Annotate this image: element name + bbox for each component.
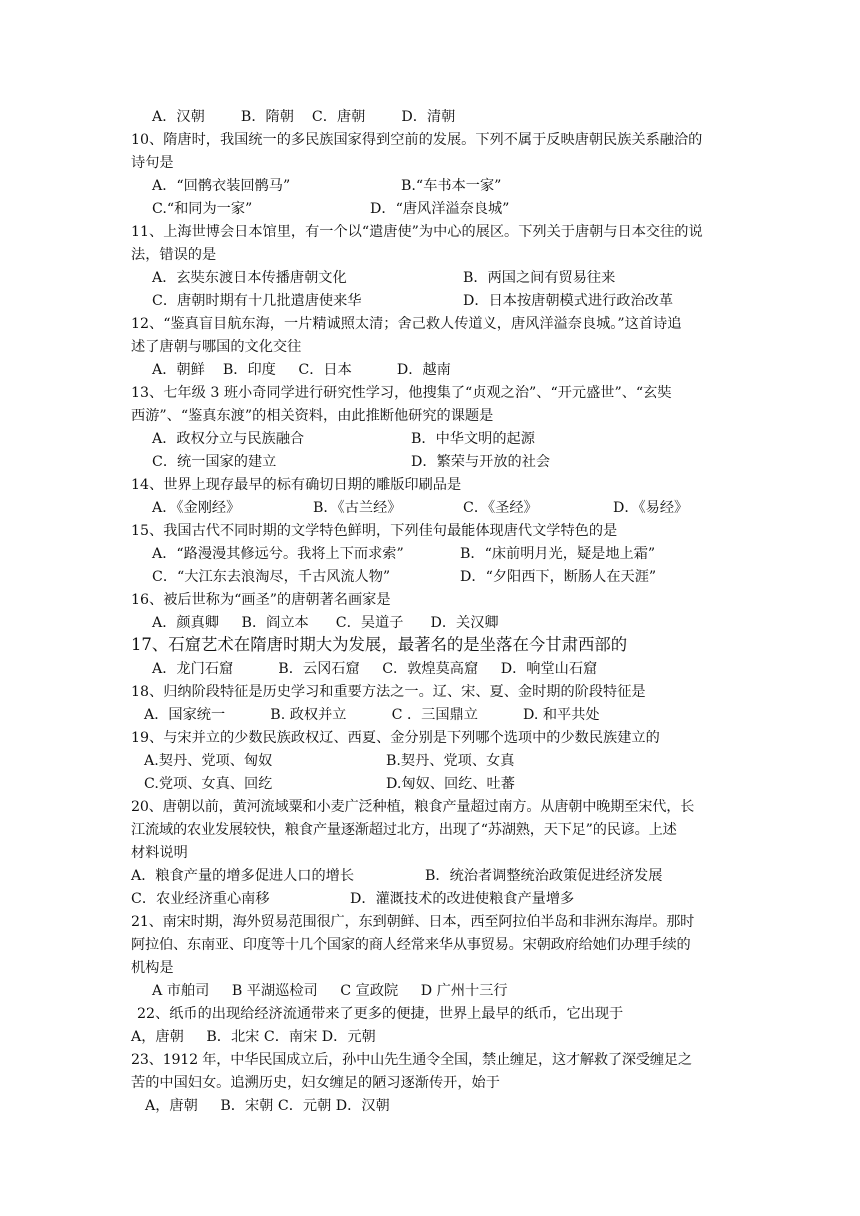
q22-stem: 22、纸币的出现给经济流通带来了更多的便捷，世界上最早的纸币，它出现于 bbox=[137, 1006, 624, 1022]
q9-options: A．汉朝 B．隋朝 C．唐朝 D．清朝 bbox=[152, 109, 456, 125]
q15-option-b: B．“床前明月光，疑是地上霜” bbox=[460, 546, 656, 562]
q16-options: A．颜真卿 B．阎立本 C．吴道子 D．关汉卿 bbox=[152, 615, 499, 631]
q14-option-c: C．《圣经》 bbox=[463, 500, 538, 516]
q21-stem-line-3: 机构是 bbox=[131, 960, 174, 976]
q11-stem-line-1: 11、上海世博会日本馆里，有一个以“遣唐使”为中心的展区。下列关于唐朝与日本交往的说 bbox=[131, 224, 703, 240]
q19-option-d: D.匈奴、回纥、吐蕃 bbox=[386, 776, 515, 792]
q10-stem-line-1: 10、隋唐时，我国统一的多民族国家得到空前的发展。下列不属于反映唐朝民族关系融洽的 bbox=[131, 132, 703, 148]
q14-option-a: A．《金刚经》 bbox=[152, 500, 241, 516]
q14-stem: 14、世界上现存最早的标有确切日期的雕版印刷品是 bbox=[131, 477, 462, 493]
q11-stem-line-2: 法，错误的是 bbox=[131, 247, 217, 263]
q13-option-c: C．统一国家的建立 bbox=[152, 454, 277, 470]
q12-stem-line-1: 12、“鉴真盲目航东海，一片精诚照太清；舍己救人传道义，唐风洋溢奈良城。”这首诗追 bbox=[131, 316, 682, 332]
q13-option-a: A．政权分立与民族融合 bbox=[152, 431, 305, 447]
q15-option-d: D．“夕阳西下，断肠人在天涯” bbox=[460, 569, 657, 585]
q13-stem-line-2: 西游”、“鉴真东渡”的相关资料，由此推断他研究的课题是 bbox=[131, 408, 494, 424]
q11-option-b: B．两国之间有贸易往来 bbox=[463, 270, 616, 286]
q20-stem-line-2: 江流域的农业发展较快，粮食产量逐渐超过北方，出现了“苏湖熟，天下足”的民谚。上述 bbox=[131, 822, 677, 838]
q14-option-b: B．《古兰经》 bbox=[313, 500, 402, 516]
q10-option-b: B.“车书本一家” bbox=[401, 178, 502, 194]
q19-option-a: A.契丹、党项、匈奴 bbox=[144, 753, 273, 769]
q19-option-c: C.党项、女真、回纥 bbox=[144, 776, 273, 792]
q23-stem-line-1: 23、1912 年，中华民国成立后，孙中山先生通令全国，禁止缠足，这才解救了深受缠足之 bbox=[131, 1052, 692, 1068]
q21-stem-line-2: 阿拉伯、东南亚、印度等十几个国家的商人经常来华从事贸易。宋朝政府给她们办理手续的 bbox=[131, 937, 691, 953]
q10-option-a: A．“回鹘衣装回鹘马” bbox=[152, 178, 291, 194]
q17-options: A．龙门石窟 B．云冈石窟 C．敦煌莫高窟 D．响堂山石窟 bbox=[152, 661, 598, 677]
q13-option-b: B．中华文明的起源 bbox=[411, 431, 535, 447]
q12-options: A．朝鲜 B．印度 C．日本 D．越南 bbox=[152, 362, 451, 378]
q20-option-d: D．灌溉技术的改进使粮食产量增多 bbox=[350, 891, 575, 907]
q11-option-c: C．唐朝时期有十几批遣唐使来华 bbox=[152, 293, 362, 309]
q22-options: A，唐朝 B．北宋 C．南宋 D．元朝 bbox=[131, 1029, 376, 1045]
q23-stem-line-2: 苦的中国妇女。追溯历史，妇女缠足的陋习逐渐传开，始于 bbox=[131, 1075, 500, 1091]
q10-option-d: D．“唐风洋溢奈良城” bbox=[370, 201, 510, 217]
q15-option-a: A．“路漫漫其修远兮。我将上下而求索” bbox=[152, 546, 404, 562]
q17-stem: 17、石窟艺术在隋唐时期大为发展，最著名的是坐落在今甘肃西部的 bbox=[131, 635, 628, 654]
q13-option-d: D．繁荣与开放的社会 bbox=[411, 454, 551, 470]
q12-stem-line-2: 述了唐朝与哪国的文化交往 bbox=[131, 339, 302, 355]
q10-stem-line-2: 诗句是 bbox=[131, 155, 174, 171]
q20-stem-line-3: 材料说明 bbox=[131, 845, 188, 861]
q10-option-c: C.“和同为一家” bbox=[152, 201, 253, 217]
q21-stem-line-1: 21、南宋时期，海外贸易范围很广，东到朝鲜、日本，西至阿拉伯半岛和非洲东海岸。那时 bbox=[131, 914, 695, 930]
q18-options: A．国家统一 B. 政权并立 C ．三国鼎立 D. 和平共处 bbox=[144, 707, 600, 723]
q19-stem: 19、与宋并立的少数民族政权辽、西夏、金分别是下列哪个选项中的少数民族建立的 bbox=[131, 730, 660, 746]
q20-stem-line-1: 20、唐朝以前，黄河流域粟和小麦广泛种植，粮食产量超过南方。从唐朝中晚期至宋代，长 bbox=[131, 799, 695, 815]
q20-option-c: C．农业经济重心南移 bbox=[131, 891, 270, 907]
q11-option-d: D．日本按唐朝模式进行政治改革 bbox=[463, 293, 674, 309]
q19-option-b: B.契丹、党项、女真 bbox=[386, 753, 515, 769]
q13-stem-line-1: 13、七年级 3 班小奇同学进行研究性学习，他搜集了“贞观之治”、“开元盛世”、“玄奘 bbox=[131, 385, 672, 401]
q14-option-d: D．《易经》 bbox=[613, 500, 689, 516]
q16-stem: 16、被后世称为“画圣”的唐朝著名画家是 bbox=[131, 592, 391, 608]
q20-option-b: B．统治者调整统治政策促进经济发展 bbox=[425, 868, 663, 884]
q20-option-a: A．粮食产量的增多促进人口的增长 bbox=[131, 868, 355, 884]
q23-options: A，唐朝 B．宋朝 C．元朝 D．汉朝 bbox=[145, 1098, 390, 1114]
q15-stem: 15、我国古代不同时期的文学特色鲜明，下列佳句最能体现唐代文学特色的是 bbox=[131, 523, 618, 539]
q21-options: A 市舶司 B 平湖巡检司 C 宣政院 D 广州十三行 bbox=[152, 983, 508, 999]
q15-option-c: C．“大江东去浪淘尽，千古风流人物” bbox=[152, 569, 391, 585]
q11-option-a: A．玄奘东渡日本传播唐朝文化 bbox=[152, 270, 347, 286]
q18-stem: 18、归纳阶段特征是历史学习和重要方法之一。辽、宋、夏、金时期的阶段特征是 bbox=[131, 684, 646, 700]
